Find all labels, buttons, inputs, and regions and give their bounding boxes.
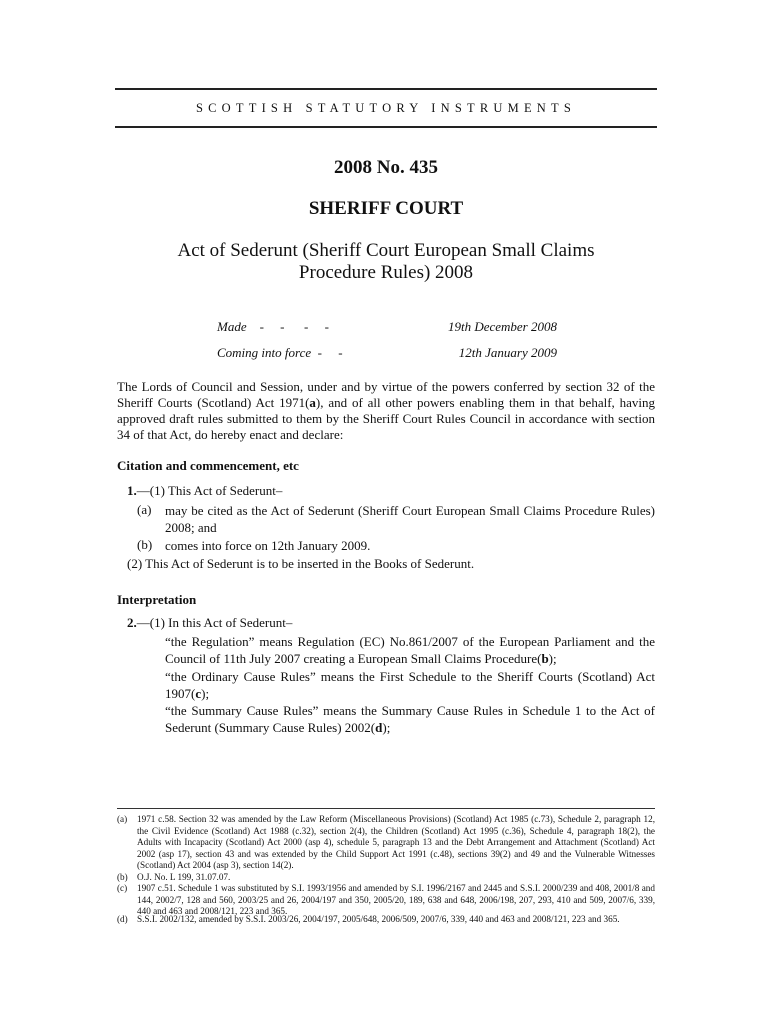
footnote-divider <box>117 808 655 809</box>
rule-2-number: 2. <box>127 615 137 630</box>
preamble-text-2: ), and of all other powers enabling them in that behalf, having approved draft rules submitted to them by the Sheriff Court Rules Council in accordance with section 34 of that Act, do hereby enact and declare: <box>117 395 656 442</box>
instrument-title <box>115 240 657 284</box>
preamble-ref: a <box>309 395 316 410</box>
footnote-c-text: 1907 c.51. Schedule 1 was substituted by S.I. 1993/1956 and amended by S.I. 1996/2167 and 2445 and S.S.I. 2000/239 and 408, 2001/8 and 144, 2002/7, 128 and 560, 2003/25 and 26, 2004/197 and 350, 2005/20, 189, 638 and 648, 2006/198, 207, 293, 410 and 509, 2007/6, 339, 440 and 463 and 2008/121, 223 and 365. <box>137 883 655 916</box>
rule-1-para-2: (2) This Act of Sederunt is to be inserted in the Books of Sederunt. <box>127 556 475 571</box>
def1-text: “the Regulation” means Regulation (EC) No.861/2007 of the European Parliament and the Council of 11th July 2007 creating a European Small Claims Procedure( <box>165 634 655 666</box>
instrument-subject: SHERIFF COURT <box>308 198 464 219</box>
rule-1-intro <box>127 483 282 499</box>
rule-1-intro-text: —(1) This Act of Sederunt– <box>136 483 283 498</box>
definition-regulation <box>165 633 655 667</box>
force-date: 12th January 2009 <box>458 345 557 360</box>
footnote-b-text: O.J. No. L 199, 31.07.07. <box>137 872 231 882</box>
rule-2-intro-text: —(1) In this Act of Sederunt– <box>136 615 293 630</box>
def3-text: “the Summary Cause Rules” means the Summary Cause Rules in Schedule 1 to the Act of Sederunt (Summary Cause Rules) 2002( <box>165 703 655 735</box>
item-a-letter: (a) <box>137 502 152 517</box>
force-label: Coming into force - - <box>217 345 343 360</box>
title-line-1: Act of Sederunt (Sheriff Court European Small Claims <box>177 240 595 261</box>
footnote-b-mark: (b) <box>117 872 128 882</box>
force-row <box>217 345 557 361</box>
made-label: Made - - - - <box>217 319 329 334</box>
footnote-d <box>117 914 655 926</box>
heading-citation: Citation and commencement, etc <box>117 458 299 473</box>
def1-end: ); <box>548 651 557 666</box>
footnote-a <box>117 814 655 872</box>
def1-ref: b <box>541 651 549 666</box>
footnote-d-mark: (d) <box>117 914 128 924</box>
made-row <box>217 319 557 335</box>
title-line-2: Procedure Rules) 2008 <box>298 262 474 283</box>
preamble <box>117 379 655 443</box>
item-a-text: may be cited as the Act of Sederunt (Sheriff Court European Small Claims Procedure Rules) 2008; and <box>165 503 655 535</box>
footnote-c <box>117 883 655 918</box>
rule-1-number: 1. <box>127 483 137 498</box>
def3-end: ); <box>382 720 391 735</box>
preamble-text-1: The Lords of Council and Session, under and by virtue of the powers conferred by section 32 of the Sheriff Courts (Scotland) Act 1971( <box>117 379 655 410</box>
series-header: SCOTTISH STATUTORY INSTRUMENTS <box>115 88 657 128</box>
def2-end: ); <box>201 686 210 701</box>
instrument-number: 2008 No. 435 <box>334 157 438 178</box>
definition-summary-cause-rules <box>165 702 655 736</box>
footnote-b <box>117 872 655 884</box>
made-date: 19th December 2008 <box>447 319 557 334</box>
footnote-c-mark: (c) <box>117 883 128 893</box>
heading-interpretation: Interpretation <box>117 592 197 607</box>
def3-ref: d <box>375 720 383 735</box>
def2-text: “the Ordinary Cause Rules” means the First Schedule to the Sheriff Courts (Scotland) Act 1907( <box>165 669 655 701</box>
footnote-a-mark: (a) <box>117 814 128 824</box>
def2-ref: c <box>195 686 202 701</box>
item-b-letter: (b) <box>137 537 153 552</box>
footnote-d-text: S.S.I. 2002/132, amended by S.S.I. 2003/26, 2004/197, 2005/648, 2006/509, 2007/6, 339, 440 and 463 and 2008/121, 223 and 365. <box>137 914 620 924</box>
rule-2-intro <box>127 615 292 631</box>
item-b-text: comes into force on 12th January 2009. <box>165 538 371 553</box>
definition-ordinary-cause-rules <box>165 668 655 702</box>
footnote-a-text: 1971 c.58. Section 32 was amended by the Law Reform (Miscellaneous Provisions) (Scotland) Act 1985 (c.73), Schedule 2, paragraph 12, the Civil Evidence (Scotland) Act 1988 (c.32), section 2(4), the Children (Scotland) Act 1995 (c.36), Schedule 4, paragraph 18(2), the Adults with Incapacity (Scotland) Act 2000 (asp 4), schedule 5, paragraph 13 and the Debt Arrangement and Attachment (Scotland) Act 2002 (asp 17), section 43 and was extended by the Child Support Act 1991 (c.48), sections 39(2) and 49 and the Vulnerable Witnesses (Scotland) Act 2004 (asp 3), section 14(2). <box>137 814 655 870</box>
